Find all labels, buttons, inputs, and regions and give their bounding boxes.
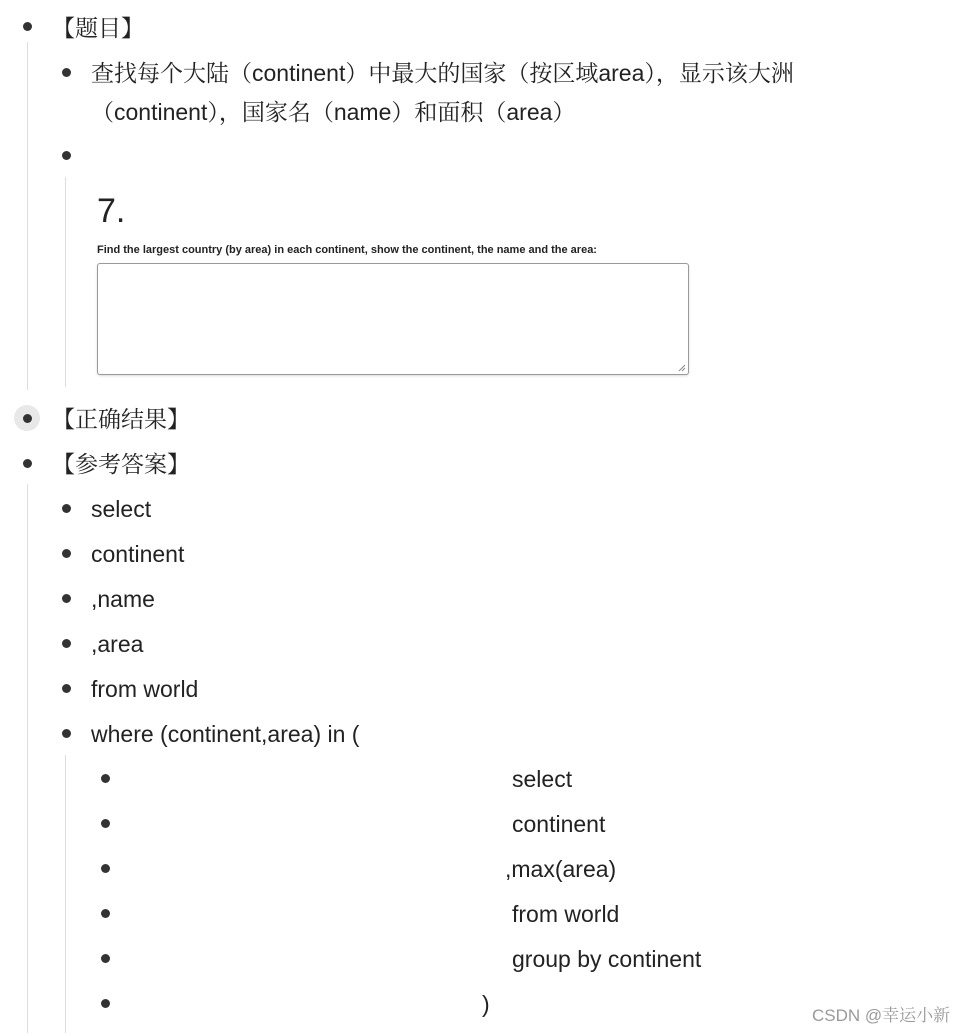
section-heading-topic: 【题目】 [52,15,144,41]
subquery-line: continent [512,811,606,837]
question-text-line-1: 查找每个大陆（continent）中最大的国家（按区域area），显示该大洲 [91,60,794,86]
bullet-icon [23,459,32,468]
resize-grip-icon[interactable] [678,364,686,372]
bullet-icon [101,819,110,828]
subquery-line: select [512,766,573,792]
bullet-icon [62,594,71,603]
indent-guide [65,755,66,1033]
exercise-number: 7. [97,192,126,230]
bullet-icon [101,909,110,918]
sql-line: ,name [91,586,155,612]
bullet-icon [101,999,110,1008]
bullet-icon [101,864,110,873]
indent-guide [65,177,66,387]
subquery-line: ) [482,991,490,1017]
bullet-icon [62,504,71,513]
sql-line: where (continent,area) in ( [91,721,360,747]
bullet-icon [23,22,32,31]
bullet-icon [101,774,110,783]
sql-line: select [91,496,152,522]
subquery-line: ,max(area) [505,856,617,882]
sql-line: ,area [91,631,144,657]
bullet-icon [62,684,71,693]
bullet-icon [101,954,110,963]
bullet-icon [23,414,32,423]
bullet-icon [62,549,71,558]
subquery-line: group by continent [512,946,702,972]
indent-guide [27,484,28,1033]
bullet-icon [62,151,71,160]
sql-line: from world [91,676,199,702]
answer-textarea[interactable] [97,263,689,375]
question-text-line-2: （continent），国家名（name）和面积（area） [91,99,576,125]
bullet-icon [62,729,71,738]
bullet-icon [62,639,71,648]
exercise-prompt: Find the largest country (by area) in each continent, show the continent, the name and the area: [97,244,597,256]
watermark: CSDN @幸运小新 [812,1006,951,1025]
sql-line: continent [91,541,185,567]
subquery-line: from world [512,901,620,927]
section-heading-correct-result: 【正确结果】 [52,406,190,432]
section-heading-reference-answer: 【参考答案】 [52,451,190,477]
indent-guide [27,42,28,390]
bullet-icon [62,68,71,77]
